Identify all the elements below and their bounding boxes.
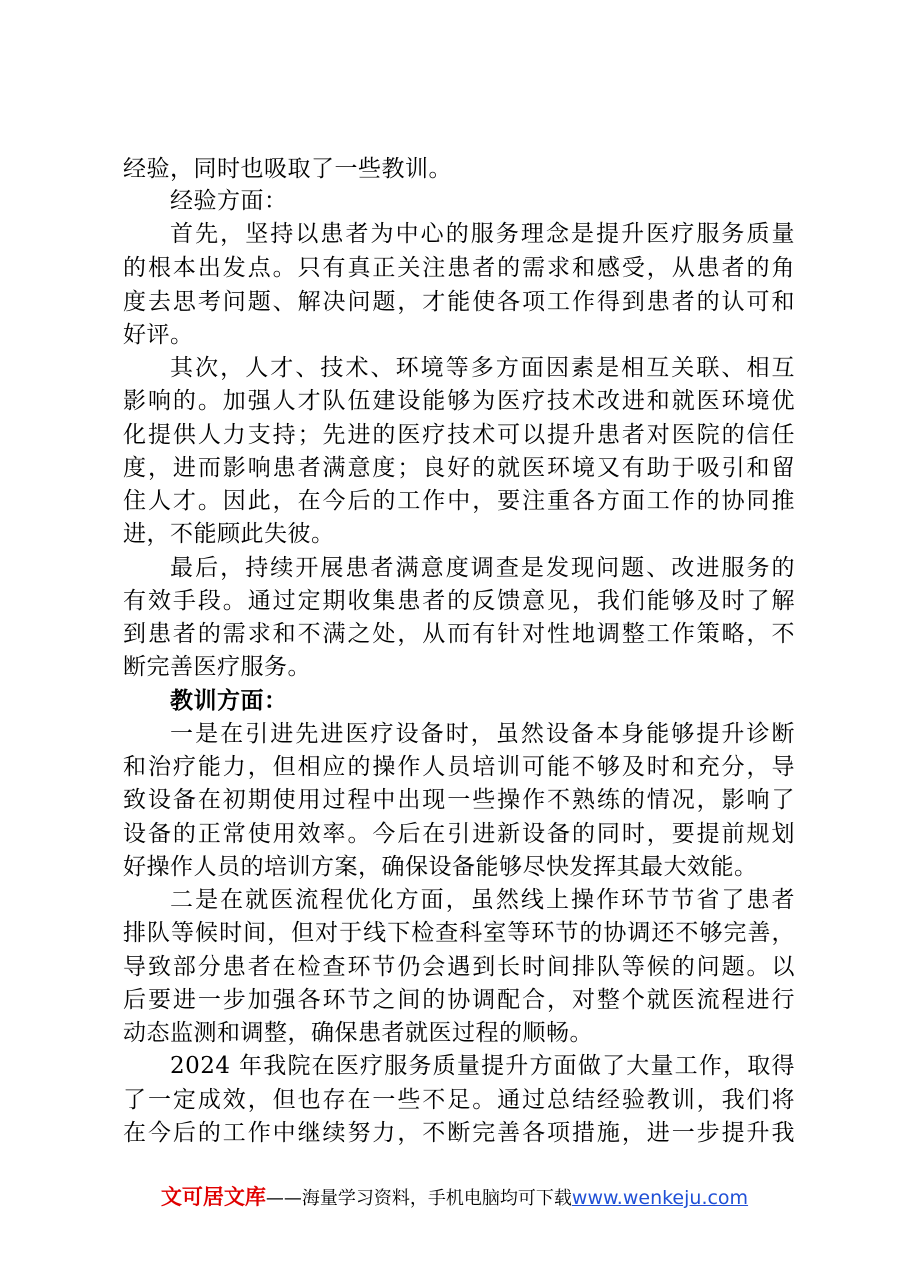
paragraph-line: 经验，同时也吸取了一些教训。 — [123, 156, 452, 182]
paragraph-line: 的根本出发点。只有真正关注患者的需求和感受，从患者的角 — [123, 255, 795, 281]
paragraph-line: 好评。 — [123, 322, 194, 348]
paragraph-line: 断完善医疗服务。 — [123, 654, 311, 680]
section-heading-lessons: 教训方面： — [170, 688, 288, 714]
paragraph-line: 和治疗能力，但相应的操作人员培训可能不够及时和充分，导 — [123, 754, 795, 780]
paragraph-line: 其次，人才、技术、环境等多方面因素是相互关联、相互 — [170, 355, 795, 381]
paragraph-line: 住人才。因此，在今后的工作中，要注重各方面工作的协同推 — [123, 488, 795, 514]
paragraph-line: 到患者的需求和不满之处，从而有针对性地调整工作策略，不 — [123, 621, 795, 647]
paragraph-line: 最后，持续开展患者满意度调查是发现问题、改进服务的 — [170, 555, 795, 581]
paragraph-line: 好操作人员的培训方案，确保设备能够尽快发挥其最大效能。 — [123, 854, 758, 880]
footer-brand: 文可居文库 — [160, 1185, 266, 1209]
paragraph-line: 在今后的工作中继续努力，不断完善各项措施，进一步提升我 — [123, 1120, 795, 1146]
paragraph-line: 二是在就医流程优化方面，虽然线上操作环节节省了患者 — [170, 887, 795, 913]
paragraph-line: 一是在引进先进医疗设备时，虽然设备本身能够提升诊断 — [170, 721, 795, 747]
section-heading-experience: 经验方面： — [170, 188, 288, 214]
footer-banner — [0, 1181, 909, 1211]
footer-slogan: ——海量学习资料，手机电脑均可下载 — [265, 1188, 572, 1209]
paragraph-line: 进，不能顾此失彼。 — [123, 521, 335, 547]
paragraph-line: 致设备在初期使用过程中出现一些操作不熟练的情况，影响了 — [123, 787, 795, 813]
paragraph-line: 首先，坚持以患者为中心的服务理念是提升医疗服务质量 — [170, 221, 795, 247]
paragraph-line: 有效手段。通过定期收集患者的反馈意见，我们能够及时了解 — [123, 588, 795, 614]
paragraph-line: 排队等候时间，但对于线下检查科室等环节的协调还不够完善， — [123, 920, 795, 946]
paragraph-line: 后要进一步加强各环节之间的协调配合，对整个就医流程进行 — [123, 987, 795, 1013]
paragraph-line: 影响的。加强人才队伍建设能够为医疗技术改进和就医环境优 — [123, 388, 795, 414]
paragraph-line: 化提供人力支持；先进的医疗技术可以提升患者对医院的信任 — [123, 422, 795, 448]
paragraph-line: 度，进而影响患者满意度；良好的就医环境又有助于吸引和留 — [123, 455, 795, 481]
paragraph-line: 度去思考问题、解决问题，才能使各项工作得到患者的认可和 — [123, 289, 795, 315]
paragraph-line: 2024 年我院在医疗服务质量提升方面做了大量工作，取得 — [170, 1053, 795, 1079]
paragraph-line: 动态监测和调整，确保患者就医过程的顺畅。 — [123, 1020, 593, 1046]
paragraph-line: 了一定成效，但也存在一些不足。通过总结经验教训，我们将 — [123, 1087, 795, 1113]
paragraph-line: 导致部分患者在检查环节仍会遇到长时间排队等候的问题。以 — [123, 954, 795, 980]
footer-website-link[interactable]: www.wenkeju.com — [571, 1187, 749, 1209]
paragraph-line: 设备的正常使用效率。今后在引进新设备的同时，要提前规划 — [123, 821, 795, 847]
